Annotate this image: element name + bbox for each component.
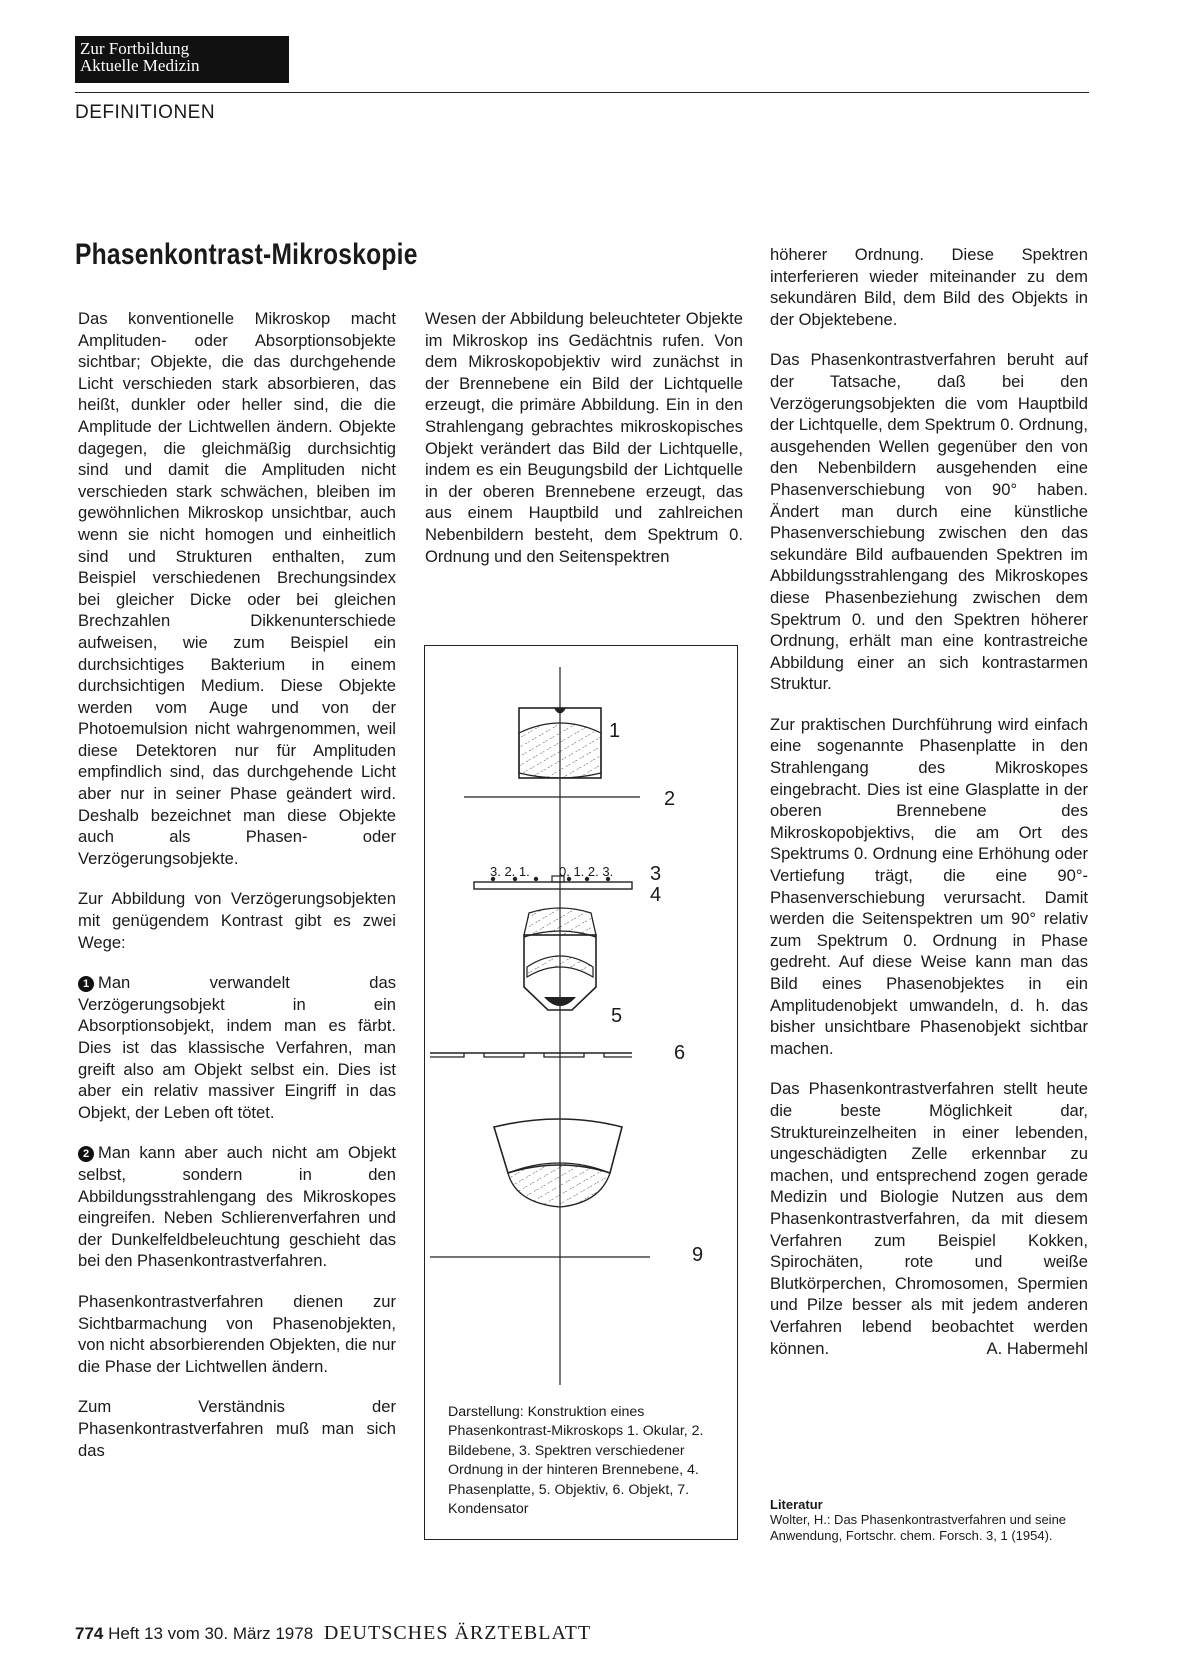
page-footer bbox=[75, 1622, 591, 1645]
issue-info: Heft 13 vom 30. März 1978 bbox=[108, 1624, 314, 1643]
number-badge: 2 bbox=[78, 1146, 94, 1162]
badge-line-2: Aktuelle Medizin bbox=[80, 56, 200, 75]
figure-label-9: 9 bbox=[692, 1244, 704, 1266]
list-item-text: Man kann aber auch nicht am Objekt selbst, sondern in den Abbildungsstrahlengang des Mikroskopes eingreifen. Neben Schlierenverfahren und der Dunkelfeldbeleuchtung geschieht das bei den Phasenkontrastverfahren. bbox=[78, 1143, 396, 1271]
author-signature: A. Habermehl bbox=[986, 1338, 1088, 1358]
paragraph: höherer Ordnung. Diese Spektren interferieren wieder miteinander zu dem sekundären Bild, dem Bild des Objekts in der Objektebene. bbox=[770, 245, 1088, 329]
spectra-label-left: 3. 2. 1. bbox=[490, 864, 530, 879]
paragraph-final bbox=[770, 1078, 1088, 1359]
figure-label-1: 1 bbox=[609, 720, 621, 742]
figure-label-2: 2 bbox=[664, 788, 676, 810]
header-rule bbox=[75, 92, 1089, 93]
list-item-2 bbox=[78, 1142, 396, 1272]
paragraph: Das Phasenkontrastverfahren beruht auf der Tatsache, daß bei den Verzögerungsobjekten die vom Hauptbild der Lichtquelle, dem Spektrum 0. Ordnung, ausgehenden Wellen gegenüber den von den Nebenbildern ausgehenden eine Phasenverschiebung von 90° haben. Ändert man durch eine künstliche Phasenverschiebung zwischen den das sekundäre Bild aufbauenden Spektren im Abbildungsstrahlengang des Mikroskopes diese Phasenbeziehung zwischen dem Spektrum 0. und den Spektren höherer Ordnung, erhält man eine kontrastreiche Abbildung einer an sich kontrastarmen Struktur. bbox=[770, 350, 1088, 694]
paragraph: Zur Abbildung von Verzögerungsobjekten mit genügendem Kontrast gibt es zwei Wege: bbox=[78, 889, 396, 952]
section-badge bbox=[75, 36, 289, 83]
section-heading: DEFINITIONEN bbox=[75, 102, 216, 123]
spectra-label-right: 0. 1. 2. 3. bbox=[559, 864, 614, 879]
literature-text: Wolter, H.: Das Phasenkontrastverfahren und seine Anwendung, Fortschr. chem. Forsch. 3, 1 (1954). bbox=[770, 1512, 1067, 1543]
page-number: 774 bbox=[75, 1624, 104, 1643]
literature-heading: Literatur bbox=[770, 1497, 823, 1512]
figure-caption: Darstellung: Konstruktion eines Phasenkontrast-Mikroskops 1. Okular, 2. Bildebene, 3. Spektren verschiedener Ordnung in der hinteren Brennebene, 4. Phasenplatte, 5. Objektiv, 6. Objekt, 7. Kondensator bbox=[448, 1404, 704, 1518]
badge-line-1: Zur Fortbildung bbox=[80, 39, 190, 58]
paragraph: Wesen der Abbildung beleuchteter Objekte im Mikroskop ins Gedächtnis rufen. Von dem Mikroskopobjektiv wird zunächst in der Brennebene ein Bild der Lichtquelle erzeugt, die primäre Abbildung. Ein in den Strahlengang gebrachtes mikroskopisches Objekt verändert das Bild der Lichtquelle, indem es ein Beugungsbild der Lichtquelle in der oberen Brennebene erzeugt, das aus einem Hauptbild und zahlreichen Nebenbildern besteht, dem Spektrum 0. Ordnung und den Seitenspektren bbox=[425, 309, 743, 566]
number-badge: 1 bbox=[78, 976, 94, 992]
column-1 bbox=[78, 308, 396, 1461]
paragraph: Zur praktischen Durchführung wird einfach eine sogenannte Phasenplatte in den Strahlengang des Mikroskopes eingebracht. Dies ist eine Glasplatte in der oberen Brennebene des Mikroskopobjektivs, die am Ort des Spektrums 0. Ordnung eine Erhöhung oder Vertiefung trägt, die eine 90°-Phasenverschiebung verursacht. Damit werden die Seitenspektren um 90° relativ zum Spektrum 0. Ordnung in Phase gedreht. Auf diese Weise kann man das Bild eines Phasenobjektes in ein Amplitudenobjekt umwandeln, d. h. das bisher unsichtbare Phasenobjekt sichtbar machen. bbox=[770, 714, 1088, 1058]
figure-label-5: 5 bbox=[611, 1005, 623, 1027]
paragraph-text: Das Phasenkontrastverfahren stellt heute die beste Möglichkeit dar, Struktureinzelheiten in einer lebenden, ungeschädigten Zelle erkennbar zu machen, und entsprechend zogen gerade Medizin und Biologie Nutzen aus dem Phasenkontrastverfahren, da mit diesem Verfahren zum Beispiel Kokken, Spirochäten, rote und weiße Blutkörperchen, Chromosomen, Spermien und Pilze besser als mit jedem anderen Verfahren lebend beobachtet werden können. bbox=[770, 1079, 1088, 1358]
list-item-1 bbox=[78, 972, 396, 1123]
article-title: Phasenkontrast-Mikroskopie bbox=[75, 238, 418, 271]
column-3 bbox=[770, 244, 1088, 1359]
object-slide bbox=[430, 1053, 632, 1057]
paragraph: Das konventionelle Mikroskop macht Amplituden- oder Absorptionsobjekte sichtbar; Objekte, die das durchgehende Licht verschieden stark absorbieren, das heißt, dunkler oder heller sind, die die Amplitude der Lichtwellen ändern. Objekte dagegen, die gleichmäßig durchsichtig sind und damit die Amplituden nicht verschieden stark schwächen, bleiben im gewöhnlichen Mikroskop unsichtbar, auch wenn sie nicht homogen und einheitlich sind und Strukturen enthalten, zum Beispiel verschiedenen Brechungsindex bei gleicher Dicke oder bei gleichen Brechzahlen Dikkenunterschiede aufweisen, wie zum Beispiel ein durchsichtiges Bakterium in einem durchsichtigen Medium. Diese Objekte werden vom Auge und von der Photoemulsion nicht wahrgenommen, weil diese Detektoren nur für Amplituden empfindlich sind, das durchgehende Licht aber nur in seiner Phase geändert wird. Deshalb bezeichnet man diese Objekte auch als Phasen- oder Verzögerungsobjekte. bbox=[78, 309, 396, 868]
list-item-text: Man verwandelt das Verzögerungsobjekt in ein Absorptionsobjekt, indem man es färbt. Dies ist das klassische Verfahren, man greift also am Objekt selbst ein. Dies ist aber ein relativ massiver Eingriff in das Objekt, der Leben oft tötet. bbox=[78, 973, 396, 1122]
journal-name: DEUTSCHES ÄRZTEBLATT bbox=[323, 1622, 592, 1644]
figure-label-6: 6 bbox=[674, 1042, 686, 1064]
column-2 bbox=[425, 308, 743, 586]
paragraph: Zum Verständnis der Phasenkontrastverfahren muß man sich das bbox=[78, 1397, 396, 1460]
figure-label-4: 4 bbox=[650, 884, 662, 906]
paragraph: Phasenkontrastverfahren dienen zur Sichtbarmachung von Phasenobjekten, von nicht absorbierenden Objekten, die nur die Phase der Lichtwellen ändern. bbox=[78, 1291, 396, 1376]
condenser-lens bbox=[494, 1119, 622, 1207]
figure-label-3: 3 bbox=[650, 863, 662, 885]
